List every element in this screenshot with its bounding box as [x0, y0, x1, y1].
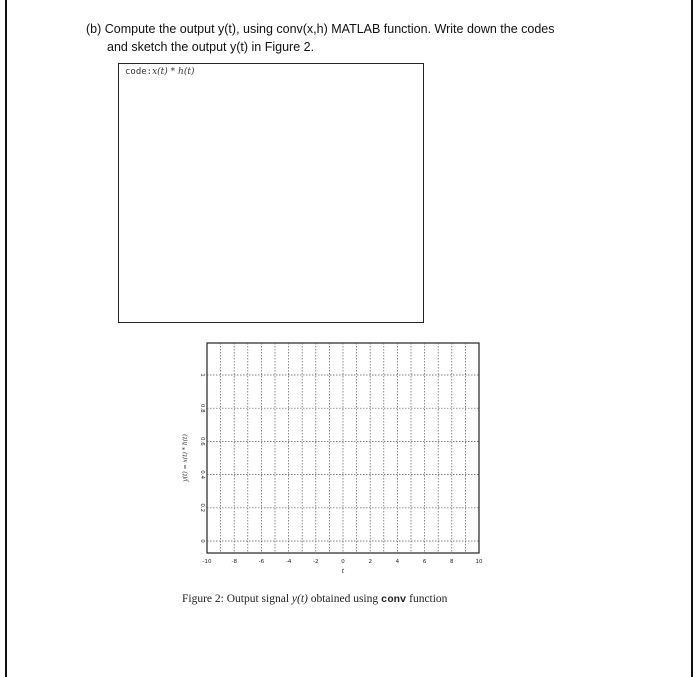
code-expression: x(t) * h(t): [152, 67, 195, 77]
caption-code: conv: [381, 594, 407, 606]
y-tick-label: 0.8: [199, 403, 205, 413]
x-tick-label: 0: [341, 559, 345, 565]
plot-area: [182, 343, 483, 575]
x-tick-label: -6: [258, 559, 265, 565]
caption-math: y(t): [291, 593, 308, 605]
figure-caption: [182, 593, 512, 606]
x-tick-label: -4: [285, 559, 292, 565]
x-tick-label: -2: [313, 559, 319, 565]
code-prefix: code:: [125, 67, 153, 77]
x-tick-label: 4: [395, 559, 400, 565]
caption-prefix: Figure 2: Output signal: [182, 593, 290, 605]
x-tick-label: 2: [368, 559, 372, 565]
x-tick-label: -10: [202, 559, 212, 565]
question-line-2: and sketch the output y(t) in Figure 2.: [107, 40, 315, 54]
caption-mid: obtained using: [310, 593, 379, 605]
caption-suffix: function: [409, 593, 448, 605]
y-tick-label: 0.4: [199, 470, 205, 479]
x-tick-label: 6: [422, 559, 427, 565]
y-axis-label: y(t) = x(t) * h(t): [182, 434, 189, 482]
x-tick-label: 8: [450, 559, 454, 565]
question-line-1: (b) Compute the output y(t), using conv(x,h) MATLAB function. Write down the codes: [86, 22, 555, 36]
y-tick-label: 0.6: [199, 437, 205, 446]
x-tick-label: 10: [475, 559, 483, 565]
y-tick-label: 0: [199, 539, 205, 543]
y-tick-label: 0.2: [199, 503, 205, 513]
y-tick-label: 1: [199, 373, 205, 377]
x-tick-label: -8: [231, 559, 237, 565]
x-axis-label: t: [341, 568, 345, 575]
